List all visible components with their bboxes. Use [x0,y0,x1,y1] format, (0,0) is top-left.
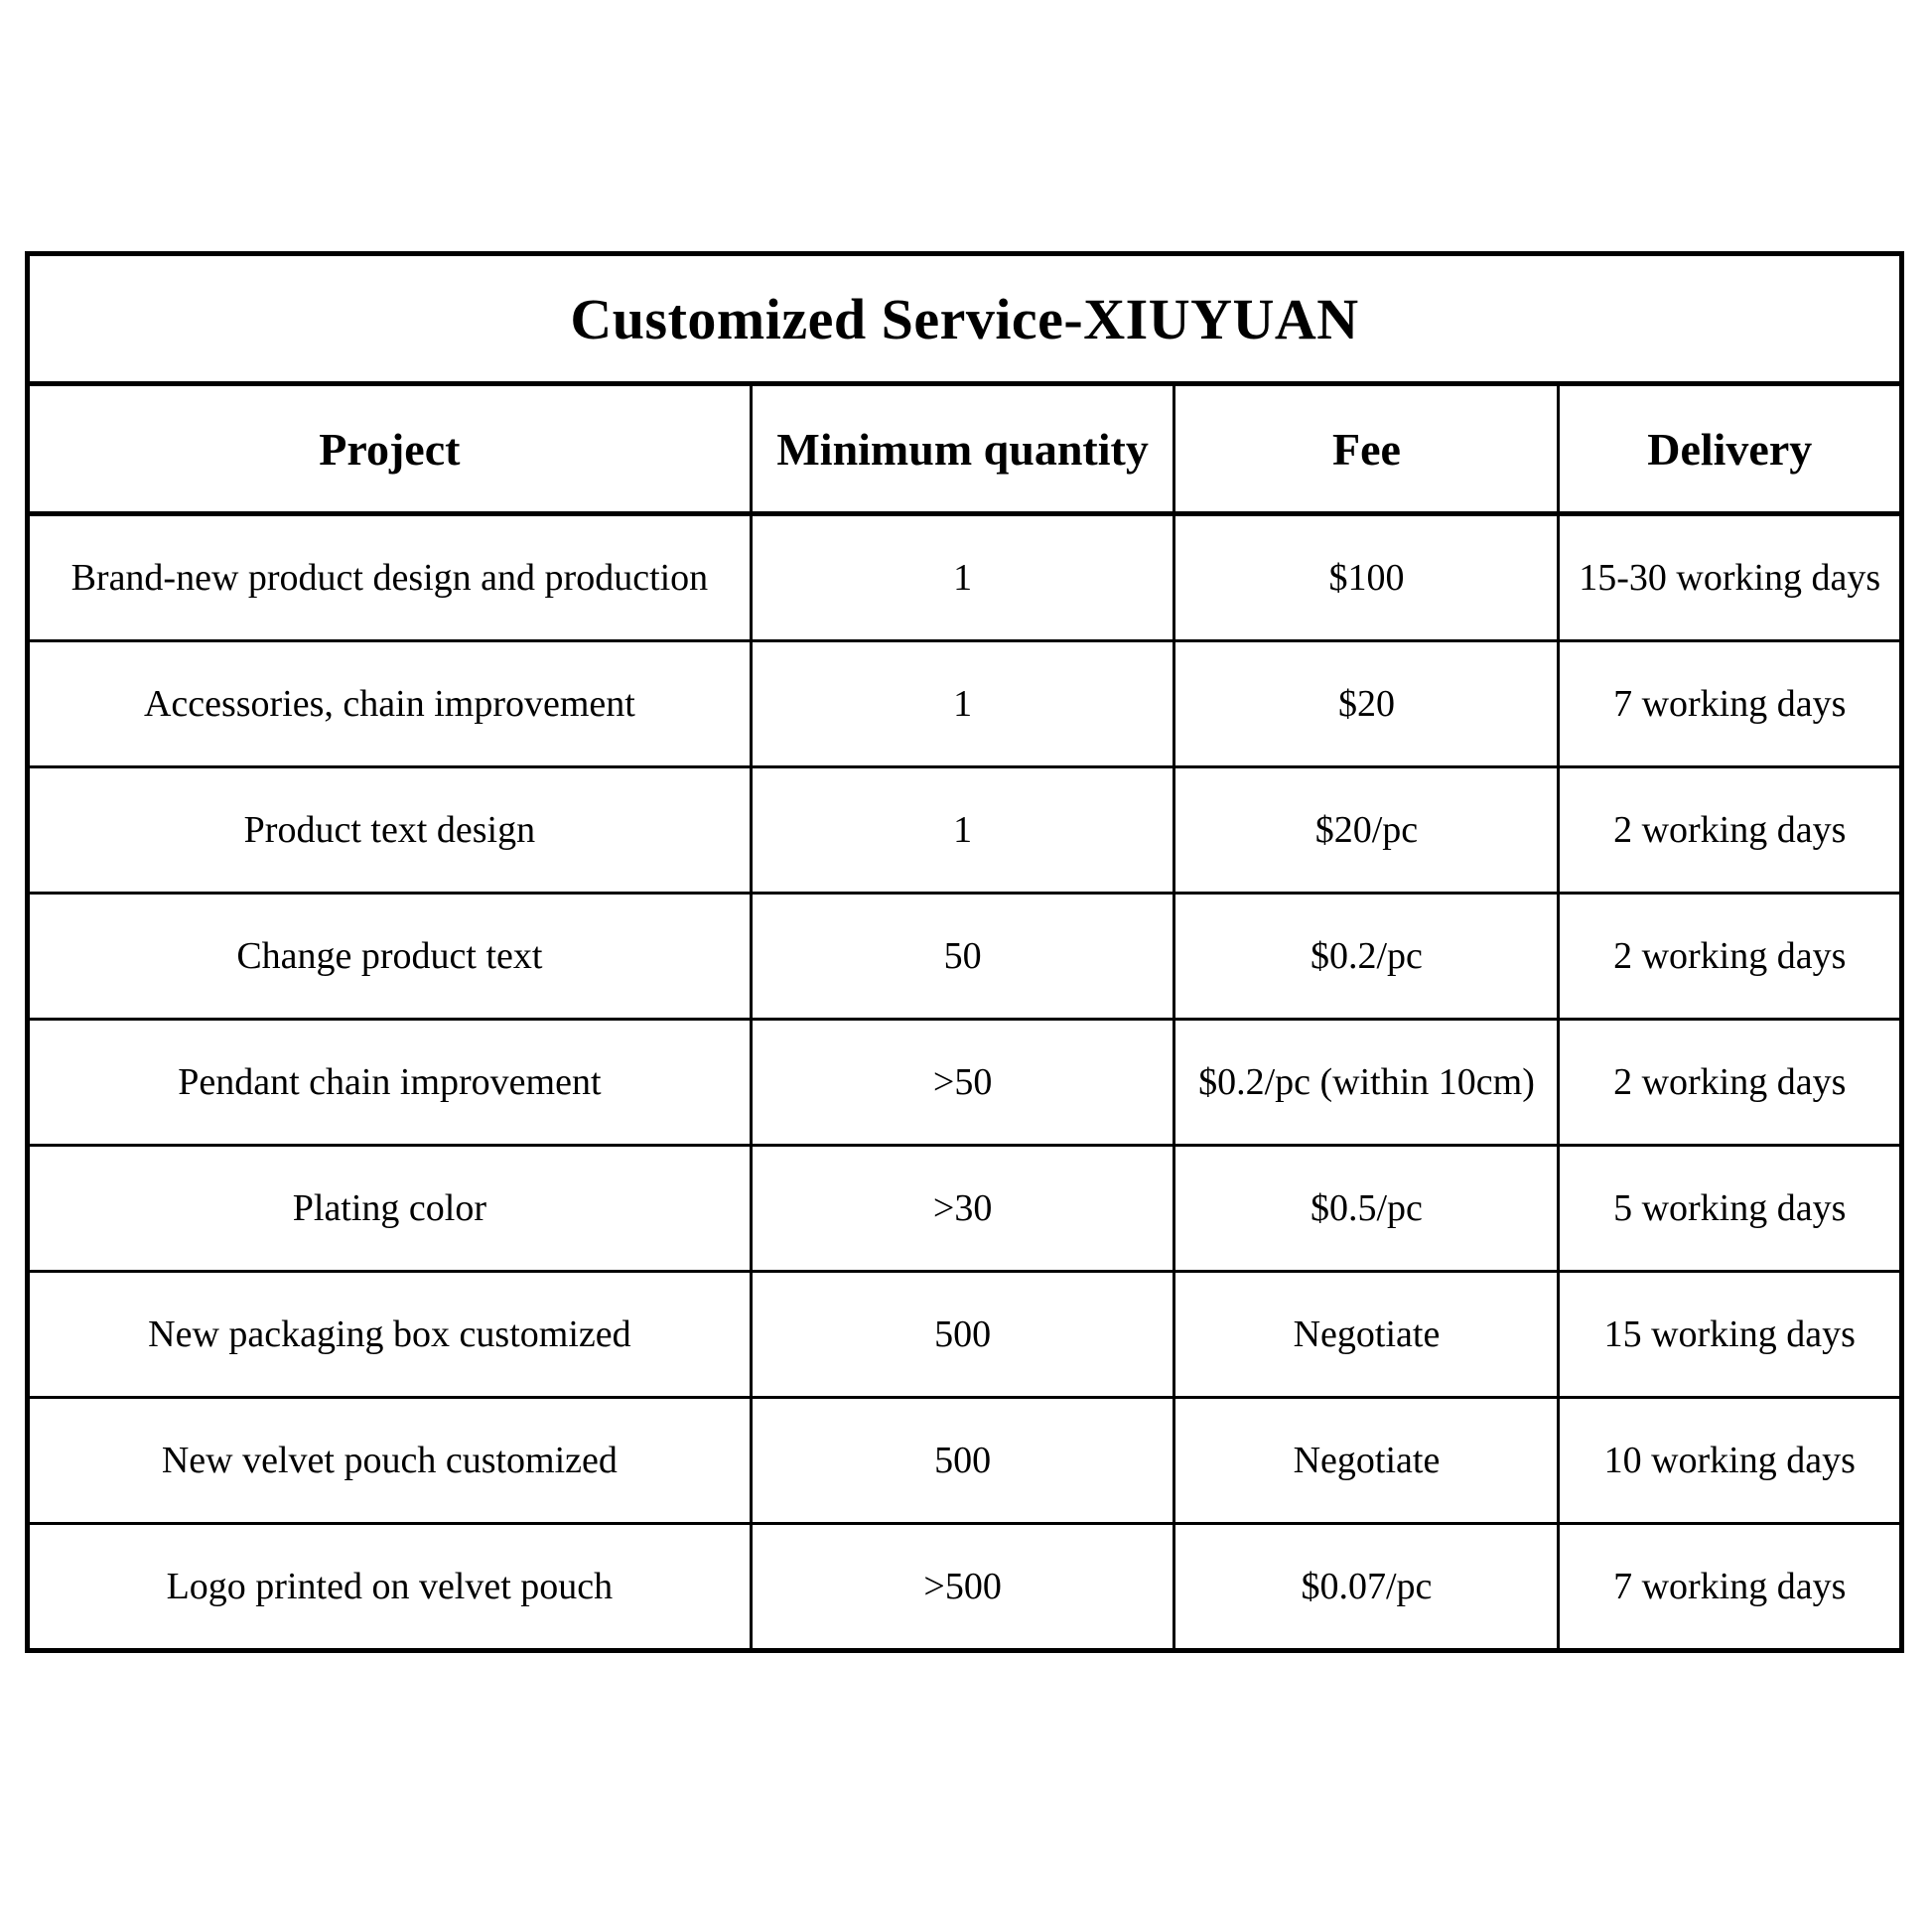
cell-fee: $20 [1174,641,1559,767]
cell-delivery: 2 working days [1559,894,1902,1020]
column-header-minimum-quantity: Minimum quantity [751,384,1174,514]
cell-minimum-quantity: >50 [751,1020,1174,1146]
table-row [28,894,1902,1020]
table-title: Customized Service-XIUYUAN [28,254,1902,384]
table-row [28,641,1902,767]
cell-minimum-quantity: >500 [751,1524,1174,1651]
cell-delivery: 7 working days [1559,641,1902,767]
cell-delivery: 15-30 working days [1559,514,1902,641]
table-row [28,1398,1902,1524]
header-row [28,384,1902,514]
cell-fee: $0.2/pc (within 10cm) [1174,1020,1559,1146]
title-row [28,254,1902,384]
cell-delivery: 2 working days [1559,767,1902,894]
cell-fee: $20/pc [1174,767,1559,894]
cell-fee: $0.07/pc [1174,1524,1559,1651]
cell-project: Product text design [28,767,752,894]
cell-project: Change product text [28,894,752,1020]
cell-project: Brand-new product design and production [28,514,752,641]
cell-minimum-quantity: 1 [751,767,1174,894]
cell-delivery: 2 working days [1559,1020,1902,1146]
table-row [28,767,1902,894]
cell-delivery: 7 working days [1559,1524,1902,1651]
cell-project: Logo printed on velvet pouch [28,1524,752,1651]
cell-minimum-quantity: >30 [751,1146,1174,1272]
cell-delivery: 10 working days [1559,1398,1902,1524]
cell-project: Accessories, chain improvement [28,641,752,767]
cell-fee: $0.2/pc [1174,894,1559,1020]
cell-delivery: 15 working days [1559,1272,1902,1398]
cell-minimum-quantity: 500 [751,1272,1174,1398]
table-row [28,514,1902,641]
cell-minimum-quantity: 500 [751,1398,1174,1524]
column-header-project: Project [28,384,752,514]
table-row [28,1146,1902,1272]
cell-fee: $100 [1174,514,1559,641]
cell-project: New packaging box customized [28,1272,752,1398]
column-header-fee: Fee [1174,384,1559,514]
cell-project: Plating color [28,1146,752,1272]
table-row [28,1020,1902,1146]
cell-minimum-quantity: 1 [751,514,1174,641]
column-header-delivery: Delivery [1559,384,1902,514]
table-row [28,1272,1902,1398]
cell-fee: Negotiate [1174,1398,1559,1524]
cell-fee: Negotiate [1174,1272,1559,1398]
cell-minimum-quantity: 1 [751,641,1174,767]
customized-service-table [25,251,1904,1653]
cell-project: Pendant chain improvement [28,1020,752,1146]
cell-project: New velvet pouch customized [28,1398,752,1524]
table-row [28,1524,1902,1651]
cell-delivery: 5 working days [1559,1146,1902,1272]
cell-minimum-quantity: 50 [751,894,1174,1020]
cell-fee: $0.5/pc [1174,1146,1559,1272]
